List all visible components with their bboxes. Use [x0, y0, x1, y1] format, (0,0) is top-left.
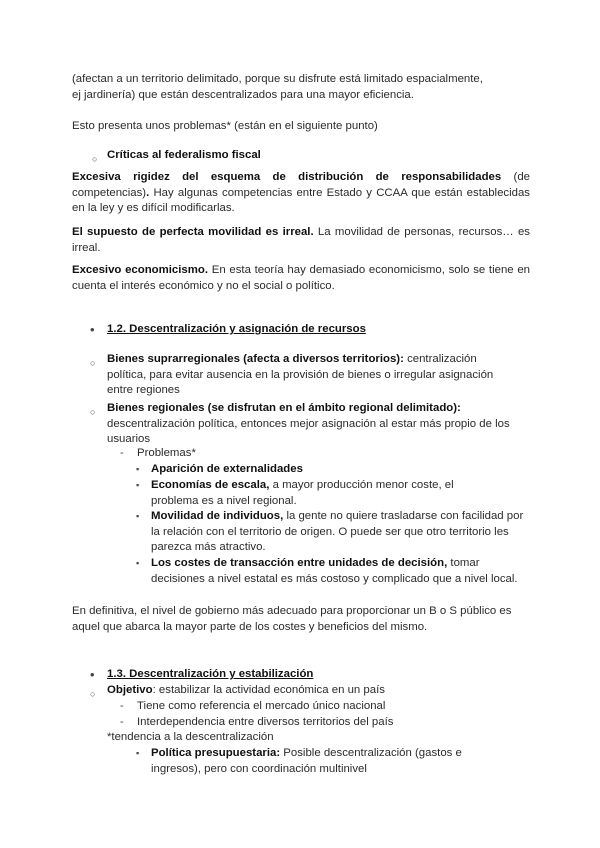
tendencia-note: *tendencia a la descentralización [107, 731, 274, 743]
problema-item-1 [151, 462, 521, 478]
criticas-p3-bold: Excesivo economicismo. [72, 264, 209, 276]
dash-bullet-icon: - [120, 700, 124, 712]
problema-item-2 [151, 478, 491, 509]
section-1-2-heading: 1.2. Descentralización y asignación de recursos [107, 323, 366, 335]
criticas-p1-rest-a: (de competencias) [72, 171, 530, 199]
bienes-suprarregionales [107, 352, 517, 399]
problema-item-4 [151, 556, 531, 587]
square-bullet-icon: ▪ [136, 464, 140, 474]
criticas-paragraph-2 [72, 225, 530, 256]
bienes-regionales [107, 401, 527, 448]
dash-bullet-icon: - [120, 447, 124, 459]
dash-item-1: Tiene como referencia el mercado único nacional [137, 700, 386, 712]
circle-bullet-icon: ○ [90, 407, 96, 417]
criticas-p1-dot: . [146, 186, 150, 199]
regionales-bold: Bienes regionales (se disfrutan en el ámbito regional delimitado): [107, 402, 461, 414]
circle-bullet-icon: ○ [92, 154, 98, 164]
objetivo [107, 683, 385, 699]
criticas-p2-bold: El supuesto de perfecta movilidad es irreal. [72, 226, 314, 238]
square-bullet-icon: ▪ [136, 558, 140, 568]
dash-bullet-icon: - [120, 716, 124, 728]
bullet-icon: • [90, 322, 95, 337]
square-bullet-icon: ▪ [136, 748, 140, 758]
problema-item-4-rest: tomar decisiones a nivel estatal es más costoso y complicado que a nivel local. [151, 557, 518, 585]
criticas-p3-rest: En esta teoría hay demasiado economicismo, solo se tiene en cuenta el interés económico y no el social o político. [72, 264, 530, 292]
problema-item-3 [151, 509, 531, 556]
intro-line-2: ej jardinería) que están descentralizados para una mayor eficiencia. [72, 89, 414, 101]
criticas-paragraph-1 [72, 170, 530, 217]
problema-item-2-bold: Economías de escala, [151, 479, 270, 491]
section-1-3-heading: 1.3. Descentralización y estabilización [107, 668, 314, 680]
circle-bullet-icon: ○ [90, 689, 96, 699]
objetivo-rest: : estabilizar la actividad económica en un país [152, 684, 385, 696]
supra-bold: Bienes suprarregionales (afecta a diversos territorios): [107, 353, 404, 365]
criticas-heading: Críticas al federalismo fiscal [107, 149, 261, 161]
criticas-p2-rest: La movilidad de personas, recursos… es irreal. [72, 226, 530, 254]
politica-presupuestaria [151, 746, 491, 777]
criticas-p1-bold: Excesiva rigidez del esquema de distribución de responsabilidades [72, 171, 502, 183]
criticas-p1-rest-b: Hay algunas competencias entre Estado y CCAA que están establecidas en la ley y es difícil modificarlas. [72, 186, 530, 215]
problema-item-3-bold: Movilidad de individuos, [151, 510, 284, 522]
criticas-paragraph-3 [72, 263, 530, 294]
intro-line-1: (afectan a un territorio delimitado, porque su disfrute está limitado espacialmente, [72, 73, 483, 85]
square-bullet-icon: ▪ [136, 480, 140, 490]
problemas-label: Problemas* [137, 447, 196, 459]
politica-bold: Política presupuestaria: [151, 747, 281, 759]
problema-item-1-bold: Aparición de externalidades [151, 463, 303, 475]
problema-item-2-rest: a mayor producción menor coste, el problema es a nivel regional. [151, 479, 454, 507]
square-bullet-icon: ▪ [136, 511, 140, 521]
problema-item-4-bold: Los costes de transacción entre unidades de decisión, [151, 557, 448, 569]
bullet-icon: • [90, 667, 95, 682]
objetivo-bold: Objetivo [107, 684, 153, 696]
supra-rest: centralización política, para evitar ausencia en la provisión de bienes o irregular asignación entre regiones [107, 353, 494, 397]
dash-item-2: Interdependencia entre diversos territorios del país [137, 716, 394, 728]
problema-item-3-rest: la gente no quiere trasladarse con facilidad por la relación con el territorio de origen. O puede ser que otro territorio les parezca más atractivo. [151, 510, 524, 554]
regionales-rest: descentralización política, entonces mejor asignación al estar más propio de los usuarios [107, 417, 510, 446]
politica-rest: Posible descentralización (gastos e ingresos), pero con coordinación multinivel [151, 747, 462, 775]
circle-bullet-icon: ○ [90, 358, 96, 368]
problems-note: Esto presenta unos problemas* (están en el siguiente punto) [72, 120, 378, 132]
conclusion: En definitiva, el nivel de gobierno más adecuado para proporcionar un B o S público es aquel que abarca la mayor parte de los costes y beneficios del mismo. [72, 605, 512, 633]
